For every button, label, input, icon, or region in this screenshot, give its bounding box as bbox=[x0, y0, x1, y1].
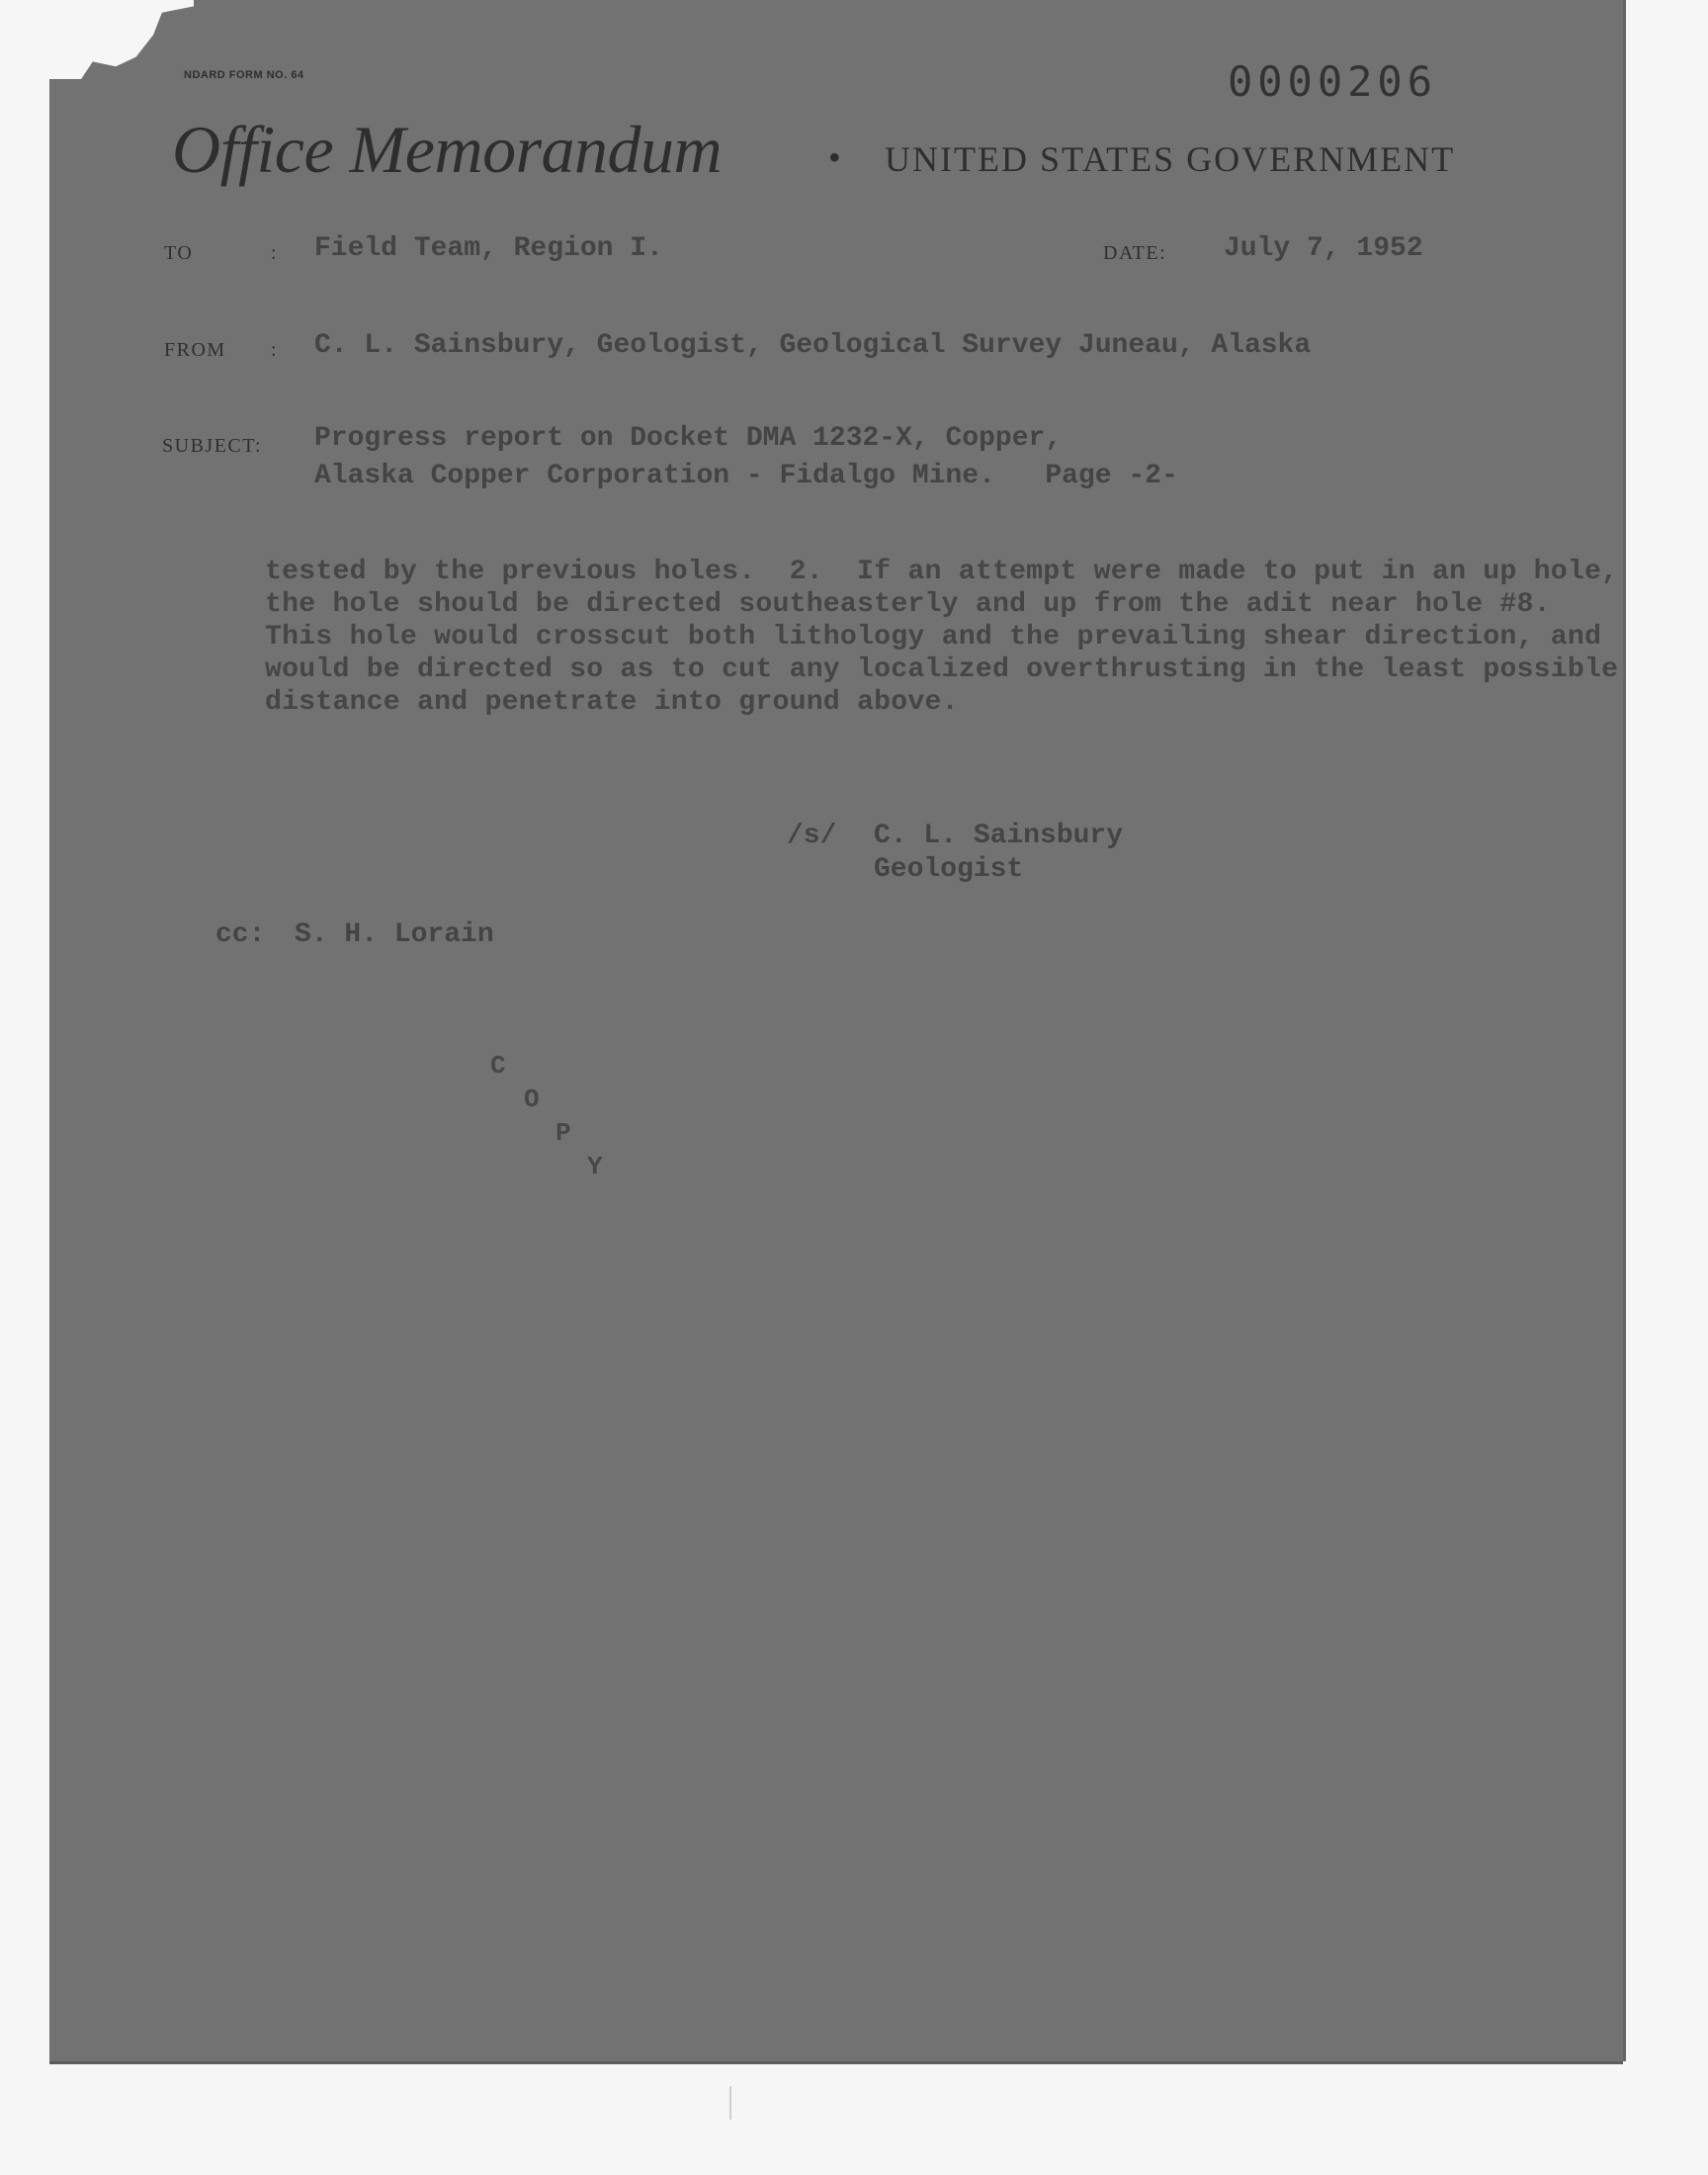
body-line: the hole should be directed southeasterly and up from the adit near hole #8. bbox=[265, 589, 1551, 620]
body-line: tested by the previous holes. 2. If an attempt were made to put in an up hole, bbox=[265, 557, 1619, 587]
to-label: TO bbox=[164, 242, 194, 264]
body-line: This hole would crosscut both lithology and the prevailing shear direction, and bbox=[265, 622, 1602, 652]
copy-letter: C bbox=[490, 1051, 506, 1081]
government-heading: UNITED STATES GOVERNMENT bbox=[885, 139, 1456, 179]
from-colon: : bbox=[271, 339, 279, 361]
date-label: DATE: bbox=[1103, 242, 1167, 264]
cc-name: S. H. Lorain bbox=[295, 919, 494, 950]
subject-label: SUBJECT: bbox=[162, 435, 263, 457]
to-value: Field Team, Region I. bbox=[314, 233, 663, 264]
copy-letter: O bbox=[524, 1085, 540, 1114]
date-value: July 7, 1952 bbox=[1224, 233, 1423, 264]
torn-corner bbox=[49, 0, 194, 79]
signature-mark: /s/ bbox=[787, 821, 837, 851]
signature-title: Geologist bbox=[874, 854, 1024, 885]
signature-name: C. L. Sainsbury bbox=[874, 821, 1124, 851]
body-line: distance and penetrate into ground above. bbox=[265, 687, 959, 718]
to-colon: : bbox=[271, 242, 279, 264]
header-bullet: • bbox=[828, 137, 841, 177]
scan-divider bbox=[729, 2086, 731, 2120]
from-value: C. L. Sainsbury, Geologist, Geological Survey Juneau, Alaska bbox=[314, 330, 1312, 361]
subject-line-2: Alaska Copper Corporation - Fidalgo Mine. Page -2- bbox=[314, 461, 1178, 491]
copy-letter: Y bbox=[587, 1152, 603, 1181]
memo-sheet bbox=[49, 0, 1623, 2061]
body-line: would be directed so as to cut any localized overthrusting in the least possible bbox=[265, 654, 1619, 685]
copy-letter: P bbox=[555, 1118, 571, 1148]
form-number: NDARD FORM NO. 64 bbox=[184, 69, 304, 81]
memo-title: Office Memorandum bbox=[172, 112, 723, 187]
from-label: FROM bbox=[164, 339, 226, 361]
document-number: 0000206 bbox=[1227, 57, 1437, 106]
cc-label: cc: bbox=[215, 919, 266, 950]
subject-line-1: Progress report on Docket DMA 1232-X, Copper, bbox=[314, 423, 1063, 454]
